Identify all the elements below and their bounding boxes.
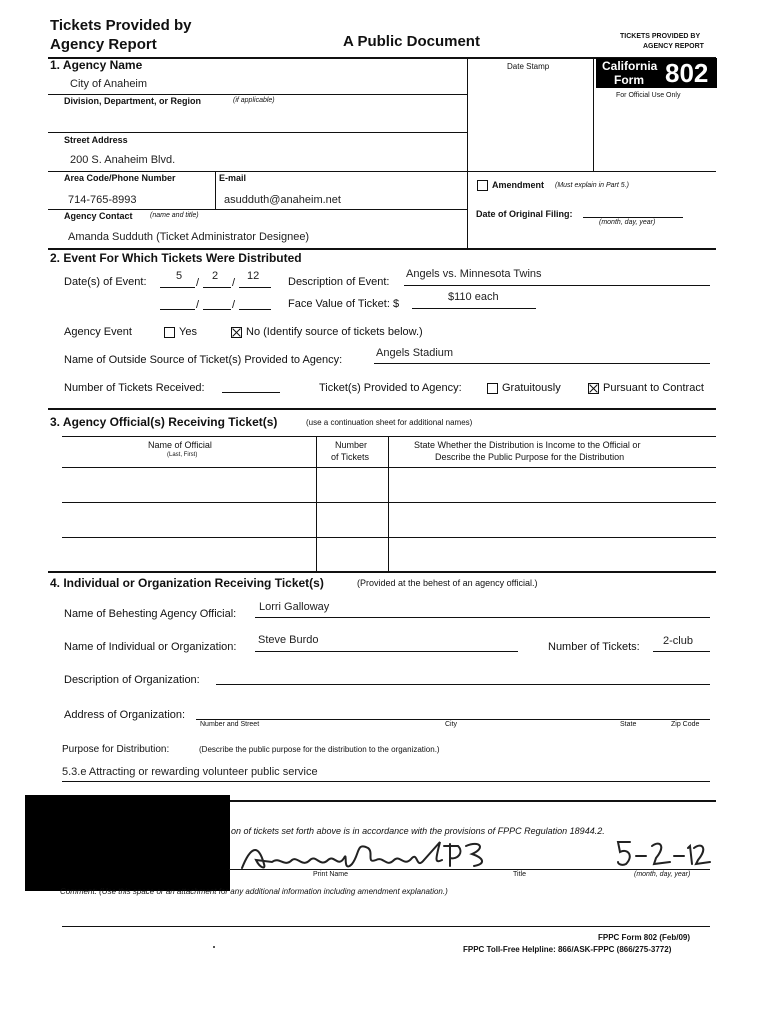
amendment-top-rule — [467, 171, 716, 172]
event-year-value[interactable]: 12 — [247, 270, 260, 282]
provided-to-agency-label: Ticket(s) Provided to Agency: — [319, 382, 462, 394]
number-of-tickets-label: Number of Tickets: — [548, 641, 640, 653]
official-use-divider — [593, 58, 594, 171]
contact-note: (name and title) — [150, 212, 199, 219]
address-org-line[interactable] — [196, 719, 710, 720]
behesting-official-line — [255, 617, 710, 618]
phone-label: Area Code/Phone Number — [64, 173, 176, 183]
date-signed-caption: (month, day, year) — [634, 871, 691, 878]
tickets-received-label: Number of Tickets Received: — [64, 382, 205, 394]
title-caption: Title — [513, 871, 526, 878]
number-of-tickets-value[interactable]: 2-club — [663, 635, 693, 647]
public-document-label: A Public Document — [343, 33, 480, 50]
date-slash-2: / — [232, 277, 236, 289]
agency-event-yes-checkbox[interactable] — [164, 327, 175, 338]
date2-slash-1: / — [196, 299, 200, 311]
original-filing-line[interactable] — [583, 217, 683, 218]
face-value-label: Face Value of Ticket: $ — [288, 298, 400, 310]
comment-text: Comment: (Use this space or an attachment for any additional information including amendment explanation.) — [60, 887, 448, 896]
section2-top-rule — [48, 248, 716, 250]
verification-text: on of tickets set forth above is in accordance with the provisions of FPPC Regulation 18944.2. — [231, 826, 605, 836]
event-description-label: Description of Event: — [288, 276, 390, 288]
footer-helpline: FPPC Toll-Free Helpline: 866/ASK-FPPC (866/275-3772) — [463, 945, 672, 954]
print-name-caption: Print Name — [313, 871, 349, 878]
individual-org-label: Name of Individual or Organization: — [64, 641, 237, 653]
section3-heading: 3. Agency Official(s) Receiving Ticket(s) — [50, 415, 278, 429]
phone-rule — [48, 209, 468, 210]
table-divider-1 — [316, 436, 317, 571]
event-dates-label: Date(s) of Event: — [64, 276, 147, 288]
table-divider-2 — [388, 436, 389, 571]
section3-top-rule — [48, 408, 716, 410]
email-value[interactable]: asudduth@anaheim.net — [224, 194, 341, 206]
contact-value[interactable]: Amanda Sudduth (Ticket Administrator Designee) — [68, 231, 310, 243]
purpose-line — [62, 781, 710, 782]
comment-line[interactable] — [62, 926, 710, 927]
gratuitously-label: Gratuitously — [502, 382, 561, 394]
table-top-rule — [62, 436, 716, 437]
individual-org-value[interactable]: Steve Burdo — [258, 634, 319, 646]
event-description-value[interactable]: Angels vs. Minnesota Twins — [406, 268, 542, 280]
official-use-label: For Official Use Only — [616, 92, 681, 99]
email-label: E-mail — [219, 173, 247, 183]
agency-event-yes-label: Yes — [179, 326, 197, 338]
header-right-line2: AGENCY REPORT — [643, 43, 704, 50]
amendment-checkbox[interactable] — [477, 180, 488, 191]
purpose-note: (Describe the public purpose for the distribution to the organization.) — [199, 745, 440, 754]
face-value-value[interactable]: $110 each — [448, 291, 499, 303]
event-day2-line[interactable] — [203, 309, 231, 310]
agency-name-rule — [48, 94, 468, 95]
original-filing-label: Date of Original Filing: — [476, 209, 573, 219]
outside-source-label: Name of Outside Source of Ticket(s) Provided to Agency: — [64, 354, 343, 366]
address-city-caption: City — [445, 721, 458, 728]
amendment-note: (Must explain in Part 5.) — [555, 182, 629, 189]
phone-value[interactable]: 714-765-8993 — [68, 194, 137, 206]
face-value-line — [412, 308, 536, 309]
agency-name-value[interactable]: City of Anaheim — [70, 78, 148, 90]
division-rule — [48, 132, 468, 133]
date-slash-1: / — [196, 277, 200, 289]
col-purpose-subheader: Describe the Public Purpose for the Distribution — [435, 452, 625, 462]
event-year2-line[interactable] — [239, 309, 271, 310]
section4-heading: 4. Individual or Organization Receiving Ticket(s) — [50, 576, 324, 590]
street-address-label: Street Address — [64, 135, 128, 145]
address-state-caption: State — [620, 721, 637, 728]
comment-line-crop — [60, 887, 630, 901]
number-of-tickets-line — [653, 651, 710, 652]
purpose-label: Purpose for Distribution: — [62, 744, 170, 755]
behesting-official-value[interactable]: Lorri Galloway — [259, 601, 330, 613]
street-rule — [48, 171, 468, 172]
behesting-official-label: Name of Behesting Agency Official: — [64, 608, 237, 620]
date2-slash-2: / — [232, 299, 236, 311]
footer-form-ref: FPPC Form 802 (Feb/09) — [598, 933, 691, 942]
address-org-label: Address of Organization: — [64, 709, 186, 721]
section2-heading: 2. Event For Which Tickets Were Distributed — [50, 251, 302, 265]
signature-image — [236, 834, 526, 878]
table-row-1[interactable] — [62, 502, 716, 503]
badge-form: Form — [614, 73, 644, 87]
section5-top-rule — [229, 800, 716, 802]
form-title-line1: Tickets Provided by — [50, 17, 192, 34]
form-title-line2: Agency Report — [50, 36, 157, 53]
badge-california: California — [602, 59, 658, 73]
event-day-value[interactable]: 2 — [212, 270, 219, 282]
date-stamp-label: Date Stamp — [507, 62, 550, 71]
section1-heading: 1. Agency Name — [50, 58, 143, 72]
section4-note: (Provided at the behest of an agency official.) — [357, 578, 538, 588]
amendment-label: Amendment — [492, 180, 545, 190]
col-number-subheader: of Tickets — [331, 452, 370, 462]
date-stamp-divider — [467, 58, 468, 248]
pursuant-to-contract-label: Pursuant to Contract — [603, 382, 704, 394]
badge-form-number: 802 — [665, 58, 709, 88]
division-note: (if applicable) — [233, 97, 275, 104]
outside-source-value[interactable]: Angels Stadium — [376, 347, 454, 359]
contact-label: Agency Contact — [64, 211, 133, 221]
event-month-value[interactable]: 5 — [176, 270, 183, 282]
phone-email-divider — [215, 171, 216, 209]
event-day-line — [203, 287, 231, 288]
pursuant-to-contract-checkbox[interactable] — [588, 383, 599, 394]
agency-event-no-label: No (Identify source of tickets below.) — [246, 326, 423, 338]
agency-event-no-checkbox[interactable] — [231, 327, 242, 338]
original-filing-note: (month, day, year) — [599, 219, 656, 226]
section3-note: (use a continuation sheet for additional names) — [306, 418, 473, 427]
table-row-2[interactable] — [62, 537, 716, 538]
col-name-subheader: (Last, First) — [167, 452, 198, 458]
individual-org-line — [255, 651, 518, 652]
event-description-line — [404, 285, 710, 286]
description-org-label: Description of Organization: — [64, 674, 200, 686]
outside-source-line — [374, 363, 710, 364]
tickets-received-line[interactable] — [222, 392, 280, 393]
header-right-line1: TICKETS PROVIDED BY — [620, 33, 701, 40]
signature-line[interactable] — [229, 869, 710, 870]
address-zip-caption: Zip Code — [671, 721, 700, 728]
col-name-header: Name of Official — [148, 440, 212, 450]
scan-speck — [213, 946, 215, 948]
street-address-value[interactable]: 200 S. Anaheim Blvd. — [70, 154, 176, 166]
event-month-line — [160, 287, 195, 288]
event-month2-line[interactable] — [160, 309, 195, 310]
address-street-caption: Number and Street — [200, 721, 260, 728]
division-label: Division, Department, or Region — [64, 96, 202, 106]
redaction-box — [25, 795, 230, 891]
event-year-line — [239, 287, 271, 288]
col-purpose-header: State Whether the Distribution is Income to the Official or — [414, 440, 641, 450]
col-number-header: Number — [335, 440, 368, 450]
description-org-line[interactable] — [216, 684, 710, 685]
gratuitously-checkbox[interactable] — [487, 383, 498, 394]
agency-event-label: Agency Event — [64, 326, 132, 338]
table-header-rule — [62, 467, 716, 468]
section4-top-rule — [48, 571, 716, 573]
purpose-value[interactable]: 5.3.e Attracting or rewarding volunteer public service — [62, 766, 318, 778]
